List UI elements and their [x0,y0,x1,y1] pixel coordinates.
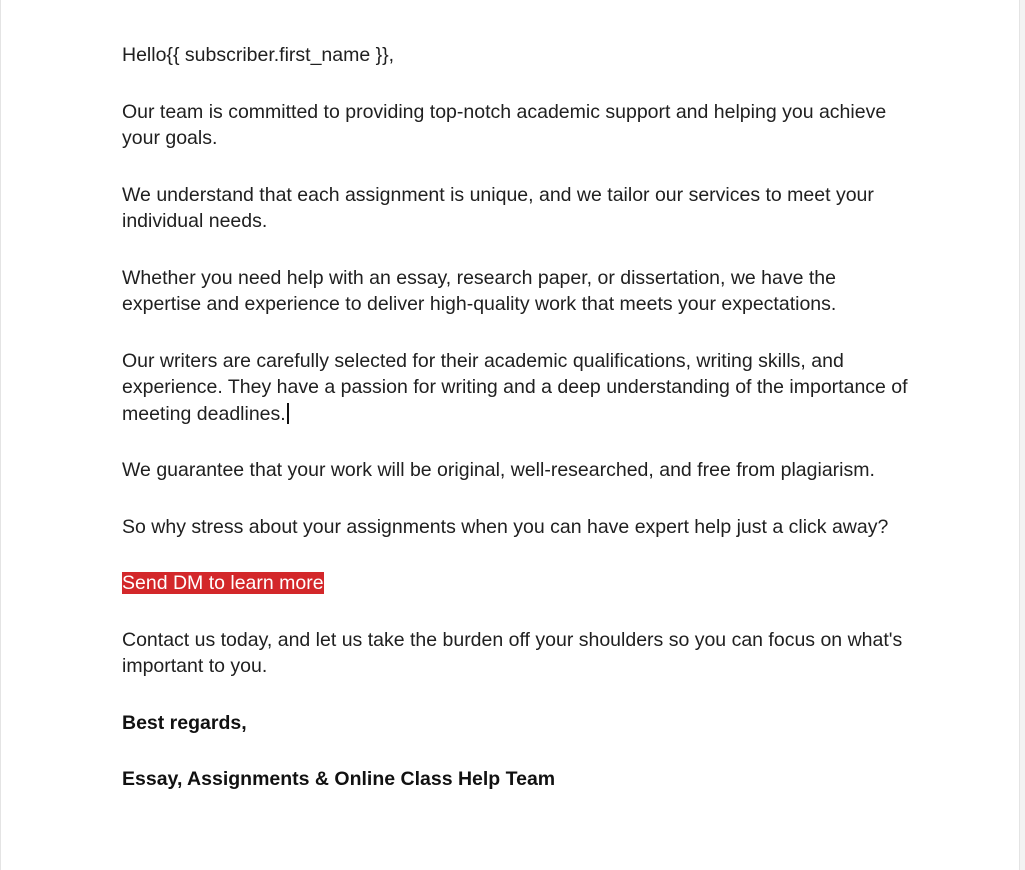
greeting-text[interactable]: Hello{{ subscriber.first_name }}, [122,44,395,66]
closing-paragraph[interactable]: Contact us today, and let us take the burden off your shoulders so you can focus on what's important to you. [122,628,903,677]
cta-link[interactable]: Send DM to learn more [122,572,324,594]
signature-text[interactable]: Essay, Assignments & Online Class Help Team [122,768,556,790]
body-paragraph[interactable]: We understand that each assignment is unique, and we tailor our services to meet your individual needs. [122,183,874,232]
body-paragraph[interactable]: Whether you need help with an essay, research paper, or dissertation, we have the expertise and experience to deliver high-quality work that meets your expectations. [122,266,837,315]
sign-off-text[interactable]: Best regards, [122,711,247,734]
body-paragraph-text[interactable]: Our writers are carefully selected for their academic qualifications, writing skills, and experience. They have a passion for writing and a deep understanding of the importance of meeting deadlines. [122,349,908,425]
text-cursor [287,403,289,424]
body-paragraph[interactable]: Our team is committed to providing top-notch academic support and helping you achieve your goals. [122,100,887,149]
email-body-editor[interactable] [122,42,912,823]
body-paragraph-with-caret[interactable] [122,348,912,428]
body-paragraph[interactable]: We guarantee that your work will be original, well-researched, and free from plagiarism. [122,459,875,481]
scrollbar-track[interactable] [1020,0,1025,870]
cta-paragraph [122,570,912,597]
body-paragraph[interactable]: So why stress about your assignments when you can have expert help just a click away? [122,515,889,538]
